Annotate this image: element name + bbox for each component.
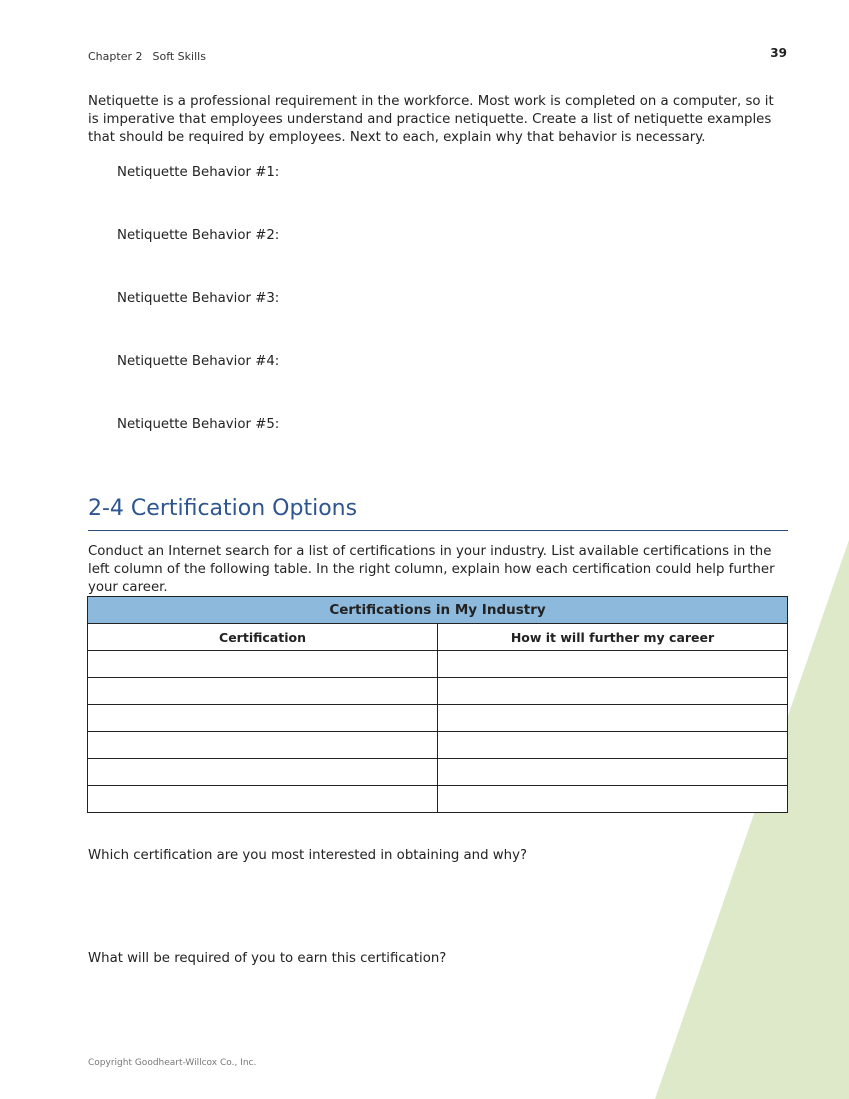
certification-cell[interactable]: [88, 678, 438, 705]
behavior-prompt: Netiquette Behavior #3:: [117, 291, 280, 306]
certification-cell[interactable]: [88, 786, 438, 813]
running-header: [88, 50, 206, 63]
behavior-prompt: Netiquette Behavior #4:: [117, 354, 280, 369]
certification-cell[interactable]: [88, 651, 438, 678]
career-cell[interactable]: [438, 786, 788, 813]
career-cell[interactable]: [438, 651, 788, 678]
career-cell[interactable]: [438, 678, 788, 705]
column-header: Certification: [88, 624, 438, 651]
table-row: [88, 678, 788, 705]
table-row: [88, 651, 788, 678]
chapter-label: Chapter 2: [88, 50, 143, 63]
table-row: [88, 759, 788, 786]
certification-cell[interactable]: [88, 705, 438, 732]
table-row: [88, 732, 788, 759]
career-cell[interactable]: [438, 732, 788, 759]
section-instructions: Conduct an Internet search for a list of certifications in your industry. List available certifications in the left column of the following table. In the right column, explain how each certification could help further your career.: [88, 544, 775, 595]
behavior-prompt: Netiquette Behavior #5:: [117, 417, 280, 432]
table-title: Certifications in My Industry: [88, 597, 788, 624]
behavior-prompt: Netiquette Behavior #1:: [117, 165, 280, 180]
career-cell[interactable]: [438, 759, 788, 786]
question: Which certification are you most interested in obtaining and why?: [88, 848, 528, 863]
certifications-table: [87, 596, 788, 813]
section-title: 2-4 Certification Options: [88, 496, 358, 521]
question: What will be required of you to earn this certification?: [88, 951, 447, 966]
table-row: [88, 705, 788, 732]
page-number: 39: [770, 46, 787, 60]
certification-cell[interactable]: [88, 759, 438, 786]
table-row: [88, 786, 788, 813]
certification-cell[interactable]: [88, 732, 438, 759]
copyright-footer: Copyright Goodheart-Willcox Co., Inc.: [88, 1058, 257, 1068]
chapter-title: Soft Skills: [152, 50, 206, 63]
column-header: How it will further my career: [438, 624, 788, 651]
behavior-prompt: Netiquette Behavior #2:: [117, 228, 280, 243]
section-divider: [88, 530, 788, 531]
career-cell[interactable]: [438, 705, 788, 732]
intro-paragraph: Netiquette is a professional requirement in the workforce. Most work is completed on a computer, so it is imperative that employees understand and practice netiquette. Create a list of netiquette examples that should be required by employees. Next to each, explain why that behavior is necessary.: [88, 94, 774, 145]
